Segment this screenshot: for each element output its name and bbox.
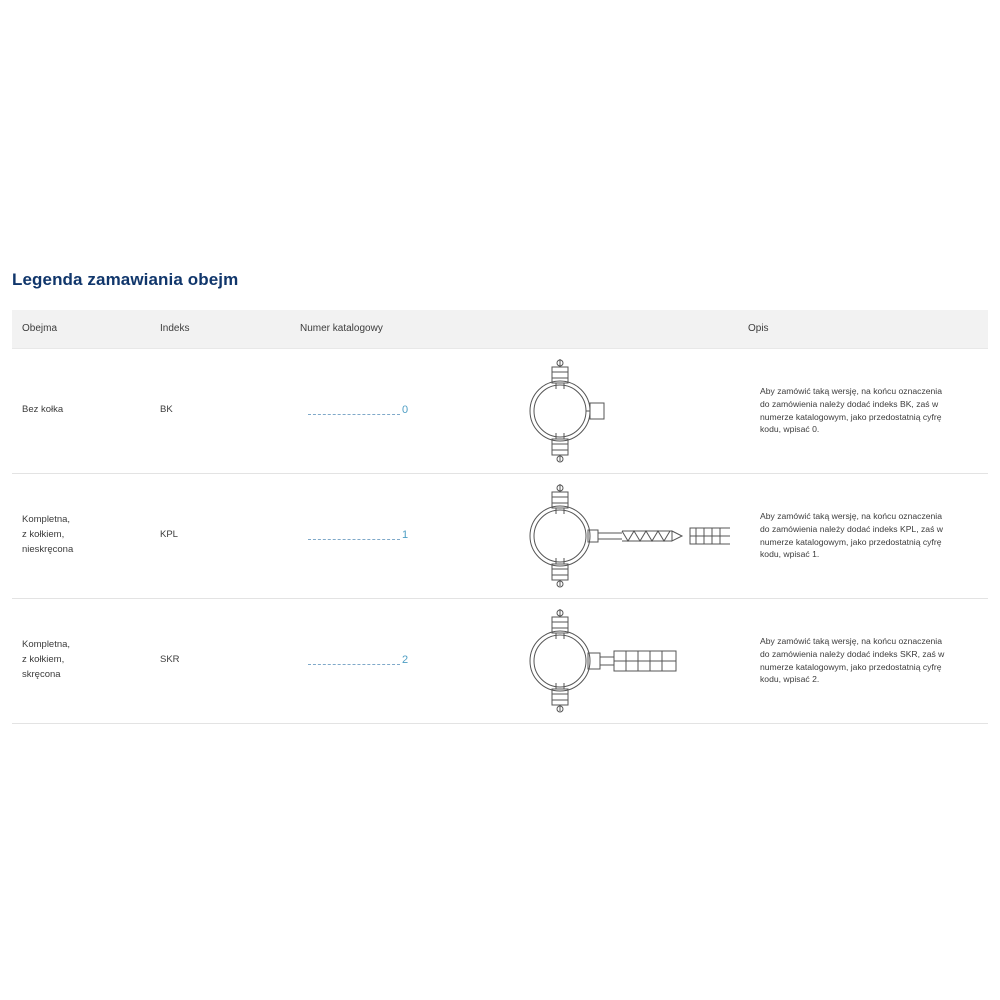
- column-header-opis: Opis: [738, 310, 988, 348]
- legend-table: [12, 310, 988, 724]
- table-body: [12, 348, 988, 723]
- cell-opis: [738, 598, 988, 723]
- opis-text: Aby zamówić taką wersję, na końcu oznaczenia do zamówienia należy dodać indeks SKR, zaś w numerze katalogowym, jako przedostatnią cyfrę kodu, wpisać 2.: [760, 635, 945, 685]
- obejma-label-line: skręcona: [22, 668, 61, 680]
- clamp-with-loose-anchor-icon: [500, 484, 728, 588]
- column-header-indeks: Indeks: [150, 310, 290, 348]
- clamp-with-assembled-anchor-icon: [500, 609, 728, 713]
- cell-numer-katalogowy: [290, 348, 490, 473]
- catalog-number-placeholder: [300, 527, 420, 544]
- obejma-label-line: nieskręcona: [22, 543, 74, 555]
- indeks-value: KPL: [160, 529, 178, 541]
- table-row: [12, 598, 988, 723]
- cell-indeks: [150, 598, 290, 723]
- opis-text: Aby zamówić taką wersję, na końcu oznaczenia do zamówienia należy dodać indeks BK, zaś w numerze katalogowym, jako przedostatnią cyfrę kodu, wpisać 0.: [760, 385, 942, 435]
- catalog-number-dashes: [308, 664, 400, 665]
- page-title: Legenda zamawiania obejm: [12, 270, 239, 289]
- cell-opis: [738, 348, 988, 473]
- obejma-label-line: Bez kołka: [22, 404, 64, 416]
- cell-indeks: [150, 473, 290, 598]
- cell-drawing: [490, 598, 738, 723]
- catalog-number-dashes: [308, 539, 400, 540]
- obejma-label-line: Kompletna,: [22, 514, 71, 526]
- cell-opis: [738, 473, 988, 598]
- cell-numer-katalogowy: [290, 473, 490, 598]
- table-header-row: [12, 310, 988, 348]
- catalog-number-dashes: [308, 414, 400, 415]
- table-row: [12, 348, 988, 473]
- column-header-obejma: Obejma: [12, 310, 150, 348]
- catalog-number-digit: 1: [402, 528, 409, 541]
- catalog-number-placeholder: [300, 652, 420, 669]
- clamp-without-anchor-icon: [500, 359, 728, 463]
- cell-numer-katalogowy: [290, 598, 490, 723]
- legend-section: [0, 270, 1000, 724]
- cell-drawing: [490, 473, 738, 598]
- table-header: [12, 310, 988, 348]
- table-row: [12, 473, 988, 598]
- catalog-number-digit: 2: [402, 653, 409, 666]
- cell-obejma: [12, 473, 150, 598]
- cell-obejma: [12, 598, 150, 723]
- catalog-number-placeholder: [300, 402, 420, 419]
- cell-obejma: [12, 348, 150, 473]
- obejma-label-line: Kompletna,: [22, 639, 71, 651]
- column-header-rysunek: [490, 310, 738, 348]
- column-header-numer-katalogowy: Numer katalogowy: [290, 310, 490, 348]
- opis-text: Aby zamówić taką wersję, na końcu oznaczenia do zamówienia należy dodać indeks KPL, zaś w numerze katalogowym, jako przedostatnią cyfrę kodu, wpisać 1.: [760, 510, 943, 560]
- obejma-label-line: z kołkiem,: [22, 654, 65, 666]
- cell-indeks: [150, 348, 290, 473]
- indeks-value: BK: [160, 404, 173, 416]
- obejma-label-line: z kołkiem,: [22, 529, 65, 541]
- catalog-number-digit: 0: [402, 403, 409, 416]
- cell-drawing: [490, 348, 738, 473]
- indeks-value: SKR: [160, 654, 180, 666]
